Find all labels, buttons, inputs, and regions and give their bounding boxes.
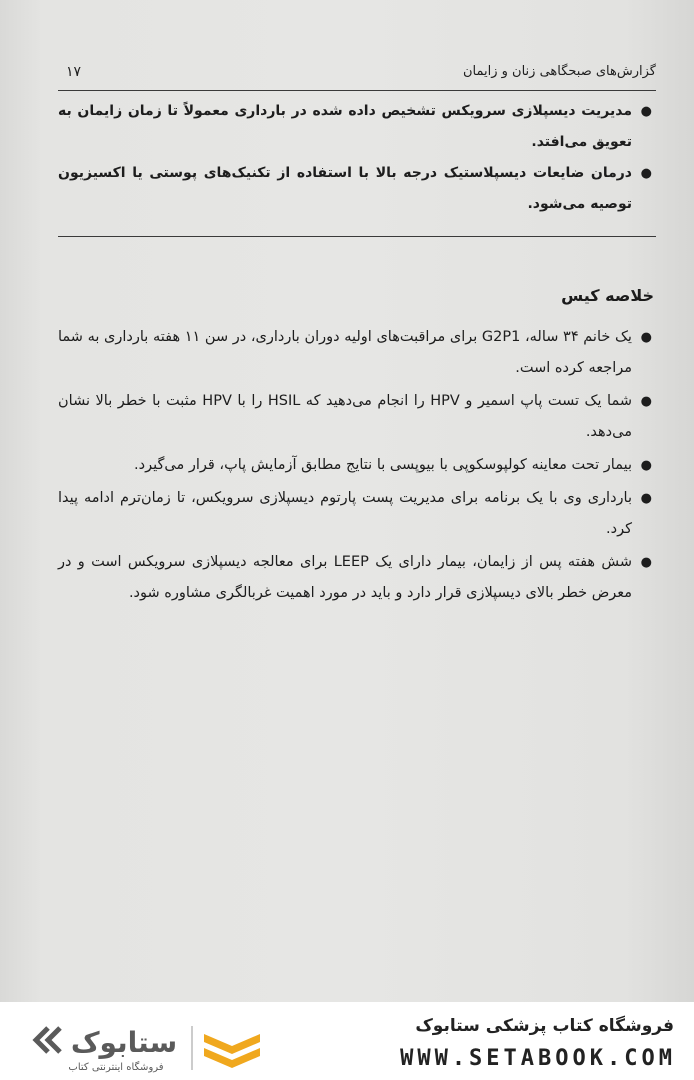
key-point-text: درمان ضایعات دیسپلاستیک درجه بالا با استفاده از تکنیک‌های پوستی یا اکسیزیون توصیه می‌شود. xyxy=(58,165,632,212)
logo-subtext: فروشگاه اینترنتی کتاب xyxy=(68,1062,164,1073)
key-points-box xyxy=(58,96,656,237)
setabook-logo xyxy=(32,1022,272,1074)
case-text: شش هفته پس از زایمان، بیمار دارای یک LEEP برای معالجه دیسپلازی سرویکس است و در معرض خطر بالای دیسپلازی قرار دارد و باید در مورد اهمیت غربالگری مشاوره شود. xyxy=(58,554,632,601)
bullet-icon: ● xyxy=(640,555,652,570)
bullet-icon: ● xyxy=(640,394,652,409)
store-name: فروشگاه کتاب پزشکی ستابوک xyxy=(415,1016,674,1036)
bullet-icon: ● xyxy=(640,458,652,473)
page-number: ۱۷ xyxy=(66,64,82,80)
store-banner xyxy=(0,1002,694,1080)
logo-wordmark: ستابوک xyxy=(70,1026,178,1059)
running-header xyxy=(58,62,656,91)
key-point-item xyxy=(58,158,656,220)
bullet-icon: ● xyxy=(640,166,652,181)
key-point-text: مدیریت دیسپلازی سرویکس تشخیص داده شده در بارداری معمولاً تا زمان زایمان به تعویق می‌افتد. xyxy=(58,103,632,150)
case-item xyxy=(58,450,656,481)
key-point-item xyxy=(58,96,656,158)
case-item xyxy=(58,322,656,384)
case-item xyxy=(58,547,656,609)
case-text: یک خانم ۳۴ ساله، G2P1 برای مراقبت‌های اولیه دوران بارداری، در سن ۱۱ هفته بارداری به شما مراجعه کرده است. xyxy=(58,329,632,376)
header-title: گزارش‌های صبحگاهی زنان و زایمان xyxy=(462,64,656,79)
bullet-icon: ● xyxy=(640,330,652,345)
double-chevron-icon xyxy=(36,1028,60,1052)
book-chevron-icon xyxy=(204,1034,260,1068)
case-text: شما یک تست پاپ اسمیر و HPV را انجام می‌دهید که HSIL را با HPV مثبت با خطر بالا نشان می‌دهد. xyxy=(58,393,633,440)
section-heading: خلاصه کیس xyxy=(561,286,654,305)
case-summary xyxy=(58,322,656,609)
store-url[interactable]: WWW.SETABOOK.COM xyxy=(400,1046,676,1071)
case-item xyxy=(58,386,656,448)
bullet-icon: ● xyxy=(640,491,652,506)
bullet-icon: ● xyxy=(640,104,652,119)
case-text: بارداری وی با یک برنامه برای مدیریت پست پارتوم دیسپلازی سرویکس، تا زمان‌ترم ادامه پیدا کرد. xyxy=(58,490,632,537)
case-item xyxy=(58,483,656,545)
case-text: بیمار تحت معاینه کولپوسکوپی با بیوپسی با نتایج مطابق آزمایش پاپ، قرار می‌گیرد. xyxy=(134,457,632,473)
